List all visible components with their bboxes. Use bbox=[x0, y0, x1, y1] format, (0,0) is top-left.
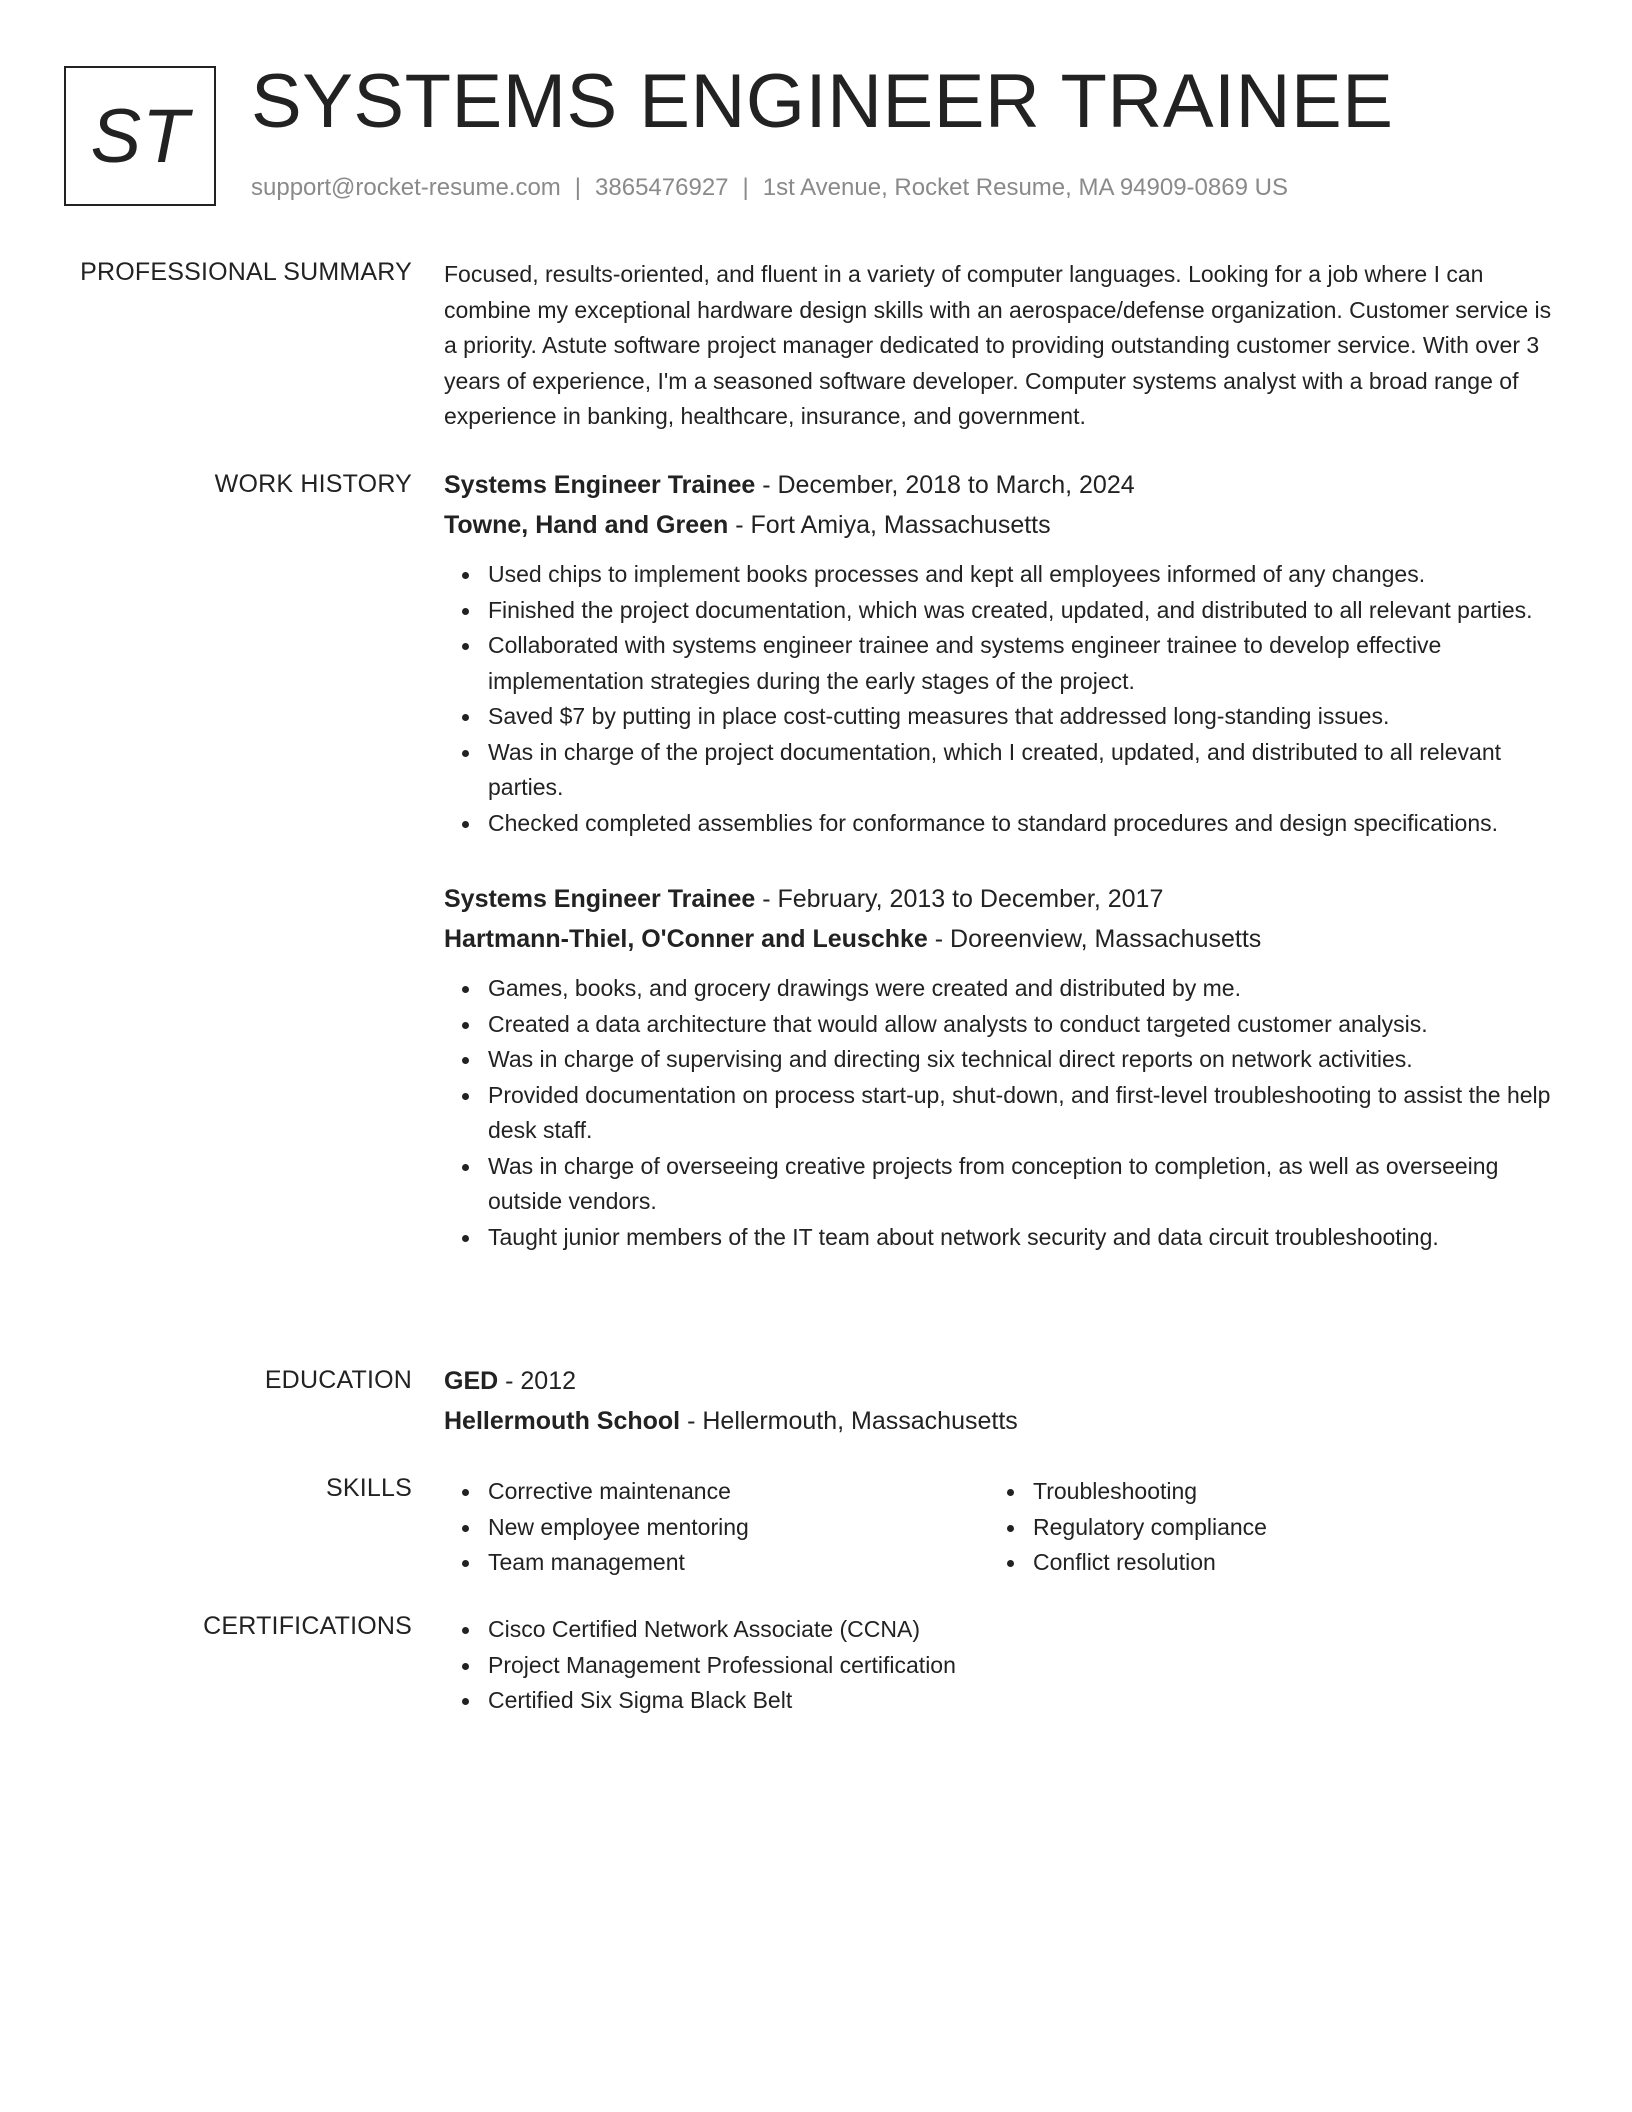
list-item: Project Management Professional certification bbox=[488, 1648, 1568, 1684]
contact-separator: | bbox=[574, 174, 582, 201]
contact-line bbox=[251, 174, 1288, 202]
certifications-list bbox=[444, 1612, 1568, 1719]
job-company: Hartmann-Thiel, O'Conner and Leuschke bbox=[444, 925, 928, 953]
work-history-label: WORK HISTORY bbox=[214, 470, 412, 498]
job-company: Towne, Hand and Green bbox=[444, 511, 729, 539]
school-name: Hellermouth School bbox=[444, 1407, 681, 1435]
list-item: New employee mentoring bbox=[488, 1510, 989, 1546]
job-dates: - December, 2018 to March, 2024 bbox=[755, 471, 1135, 499]
list-item: Cisco Certified Network Associate (CCNA) bbox=[488, 1612, 1568, 1648]
job-location: - Fort Amiya, Massachusetts bbox=[728, 511, 1051, 539]
list-item: Conflict resolution bbox=[1033, 1545, 1534, 1581]
list-item: Created a data architecture that would allow analysts to conduct targeted customer analysis. bbox=[488, 1007, 1568, 1043]
skills-list bbox=[989, 1474, 1534, 1581]
degree-year: - 2012 bbox=[498, 1367, 577, 1395]
degree-line bbox=[444, 1361, 1568, 1401]
list-item: Finished the project documentation, which was created, updated, and distributed to all relevant parties. bbox=[488, 593, 1568, 629]
contact-email: support@rocket-resume.com bbox=[251, 174, 561, 201]
job-bullets bbox=[444, 557, 1568, 841]
list-item: Team management bbox=[488, 1545, 989, 1581]
list-item: Checked completed assemblies for conformance to standard procedures and design specifications. bbox=[488, 806, 1568, 842]
job-title: Systems Engineer Trainee bbox=[444, 471, 756, 499]
monogram: ST bbox=[64, 66, 216, 206]
certifications-label: CERTIFICATIONS bbox=[203, 1612, 412, 1640]
contact-separator: | bbox=[742, 174, 749, 201]
skills-list bbox=[444, 1474, 989, 1581]
job-entry bbox=[444, 465, 1568, 841]
list-item: Was in charge of supervising and directing six technical direct reports on network activities. bbox=[488, 1042, 1568, 1078]
list-item: Provided documentation on process start-up, shut-down, and first-level troubleshooting to assist the help desk staff. bbox=[488, 1078, 1568, 1149]
list-item: Taught junior members of the IT team about network security and data circuit troubleshooting. bbox=[488, 1220, 1568, 1256]
contact-phone: 3865476927 bbox=[595, 174, 729, 201]
list-item: Regulatory compliance bbox=[1033, 1510, 1534, 1546]
job-title: Systems Engineer Trainee bbox=[444, 885, 756, 913]
summary-text: Focused, results-oriented, and fluent in a variety of computer languages. Looking for a job where I can combine my exceptional hardware design skills with an aerospace/defense organization. Customer service is a priority. Astute software project manager dedicated to providing outstanding customer service. With over 3 years of experience, I'm a seasoned software developer. Computer systems analyst with a broad range of experience in banking, healthcare, insurance, and government. bbox=[444, 261, 1552, 429]
job-company-line bbox=[444, 919, 1568, 959]
school-line bbox=[444, 1401, 1568, 1441]
job-bullets bbox=[444, 971, 1568, 1255]
list-item: Corrective maintenance bbox=[488, 1474, 989, 1510]
work-history-body bbox=[444, 465, 1568, 1255]
skills-column-right bbox=[989, 1474, 1534, 1581]
page-title: SYSTEMS ENGINEER TRAINEE bbox=[251, 59, 1394, 144]
degree: GED bbox=[444, 1367, 499, 1395]
skills-column-left bbox=[444, 1474, 989, 1581]
list-item: Games, books, and grocery drawings were created and distributed by me. bbox=[488, 971, 1568, 1007]
job-title-line bbox=[444, 879, 1568, 919]
job-company-line bbox=[444, 505, 1568, 545]
education-label: EDUCATION bbox=[264, 1366, 412, 1394]
job-location: - Doreenview, Massachusetts bbox=[927, 925, 1262, 953]
job-title-line bbox=[444, 465, 1568, 505]
skills-label: SKILLS bbox=[326, 1474, 412, 1502]
list-item: Was in charge of overseeing creative projects from conception to completion, as well as overseeing outside vendors. bbox=[488, 1149, 1568, 1220]
list-item: Collaborated with systems engineer trainee and systems engineer trainee to develop effective implementation strategies during the early stages of the project. bbox=[488, 628, 1568, 699]
list-item: Used chips to implement books processes and kept all employees informed of any changes. bbox=[488, 557, 1568, 593]
job-dates: - February, 2013 to December, 2017 bbox=[755, 885, 1164, 913]
education-body bbox=[444, 1361, 1568, 1441]
skills-grid bbox=[444, 1474, 1568, 1581]
list-item: Saved $7 by putting in place cost-cutting measures that addressed long-standing issues. bbox=[488, 699, 1568, 735]
certifications-body bbox=[444, 1612, 1568, 1719]
skills-body bbox=[444, 1474, 1568, 1581]
summary-body bbox=[444, 257, 1568, 435]
school-location: - Hellermouth, Massachusetts bbox=[680, 1407, 1018, 1435]
contact-address: 1st Avenue, Rocket Resume, MA 94909-0869 US bbox=[762, 174, 1288, 201]
job-entry bbox=[444, 879, 1568, 1255]
list-item: Was in charge of the project documentation, which I created, updated, and distributed to all relevant parties. bbox=[488, 735, 1568, 806]
list-item: Certified Six Sigma Black Belt bbox=[488, 1683, 1568, 1719]
summary-label: PROFESSIONAL SUMMARY bbox=[80, 258, 412, 286]
list-item: Troubleshooting bbox=[1033, 1474, 1534, 1510]
resume-header bbox=[64, 59, 1568, 216]
